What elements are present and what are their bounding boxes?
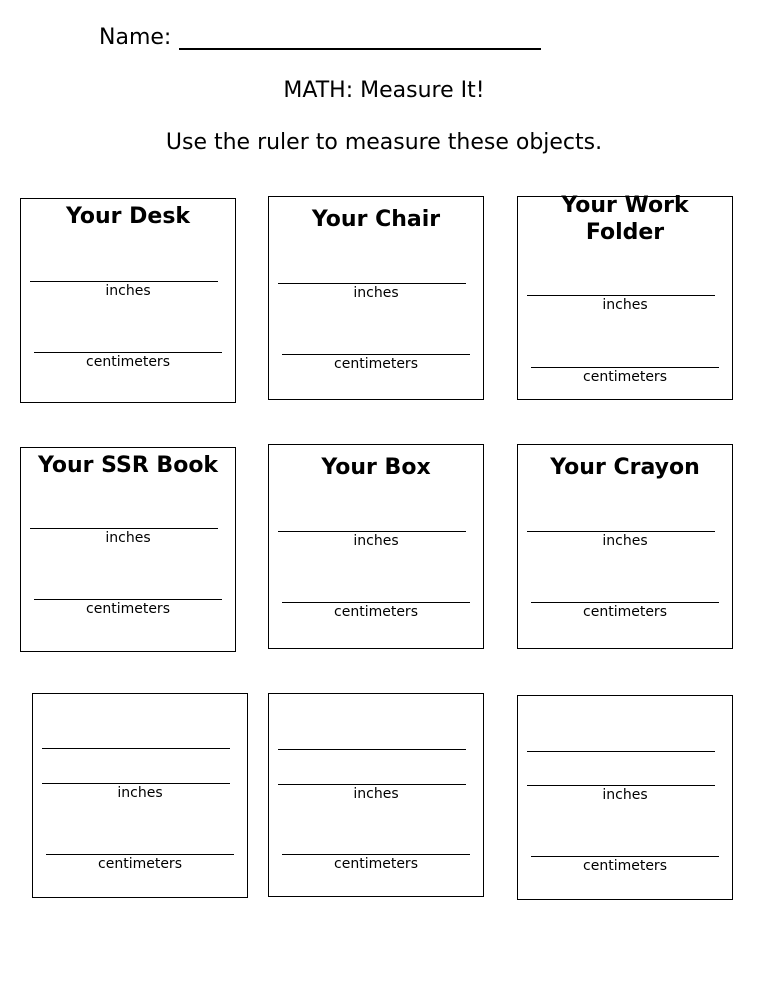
inches-answer-line[interactable] bbox=[527, 785, 715, 786]
inches-label: inches bbox=[353, 786, 399, 802]
card-title: Your Crayon bbox=[550, 455, 700, 480]
inches-answer-line[interactable] bbox=[30, 528, 218, 529]
centimeters-answer-line[interactable] bbox=[34, 599, 222, 600]
card-title: Your Chair bbox=[311, 207, 441, 232]
worksheet-title: MATH: Measure It! bbox=[283, 78, 485, 103]
centimeters-label: centimeters bbox=[334, 604, 418, 620]
measure-card-box bbox=[268, 444, 484, 649]
name-blank-line[interactable] bbox=[179, 24, 541, 50]
inches-answer-line[interactable] bbox=[30, 281, 218, 282]
centimeters-label: centimeters bbox=[86, 601, 170, 617]
inches-label: inches bbox=[353, 285, 399, 301]
centimeters-label: centimeters bbox=[583, 369, 667, 385]
measure-card-crayon bbox=[517, 444, 733, 649]
inches-answer-line[interactable] bbox=[42, 783, 230, 784]
centimeters-label: centimeters bbox=[334, 856, 418, 872]
inches-label: inches bbox=[602, 297, 648, 313]
name-row bbox=[99, 24, 541, 50]
centimeters-label: centimeters bbox=[86, 354, 170, 370]
inches-label: inches bbox=[117, 785, 163, 801]
inches-answer-line[interactable] bbox=[278, 283, 466, 284]
centimeters-answer-line[interactable] bbox=[531, 602, 719, 603]
inches-label: inches bbox=[602, 787, 648, 803]
item-name-line[interactable] bbox=[527, 751, 715, 752]
centimeters-label: centimeters bbox=[583, 604, 667, 620]
centimeters-label: centimeters bbox=[98, 856, 182, 872]
measure-card-blank-2 bbox=[268, 693, 484, 897]
measure-card-ssr-book bbox=[20, 447, 236, 652]
item-name-line[interactable] bbox=[42, 748, 230, 749]
measure-card-chair bbox=[268, 196, 484, 400]
centimeters-answer-line[interactable] bbox=[531, 367, 719, 368]
name-label: Name: bbox=[99, 25, 172, 50]
centimeters-answer-line[interactable] bbox=[46, 854, 234, 855]
centimeters-label: centimeters bbox=[583, 858, 667, 874]
item-name-line[interactable] bbox=[278, 749, 466, 750]
inches-answer-line[interactable] bbox=[527, 531, 715, 532]
measure-card-desk bbox=[20, 198, 236, 403]
centimeters-answer-line[interactable] bbox=[282, 854, 470, 855]
measure-card-work-folder bbox=[517, 193, 733, 400]
measure-card-blank-3 bbox=[517, 695, 733, 900]
centimeters-label: centimeters bbox=[334, 356, 418, 372]
inches-answer-line[interactable] bbox=[278, 784, 466, 785]
inches-label: inches bbox=[353, 533, 399, 549]
inches-answer-line[interactable] bbox=[278, 531, 466, 532]
worksheet-instructions: Use the ruler to measure these objects. bbox=[165, 130, 603, 155]
card-title: Your Box bbox=[321, 455, 431, 480]
inches-answer-line[interactable] bbox=[527, 295, 715, 296]
measure-card-blank-1 bbox=[32, 693, 248, 898]
centimeters-answer-line[interactable] bbox=[282, 602, 470, 603]
card-title: Your Desk bbox=[65, 204, 191, 229]
card-title: Your Work Folder bbox=[561, 193, 689, 245]
inches-label: inches bbox=[105, 283, 151, 299]
centimeters-answer-line[interactable] bbox=[282, 354, 470, 355]
centimeters-answer-line[interactable] bbox=[531, 856, 719, 857]
inches-label: inches bbox=[602, 533, 648, 549]
inches-label: inches bbox=[105, 530, 151, 546]
card-title: Your SSR Book bbox=[37, 453, 219, 478]
centimeters-answer-line[interactable] bbox=[34, 352, 222, 353]
